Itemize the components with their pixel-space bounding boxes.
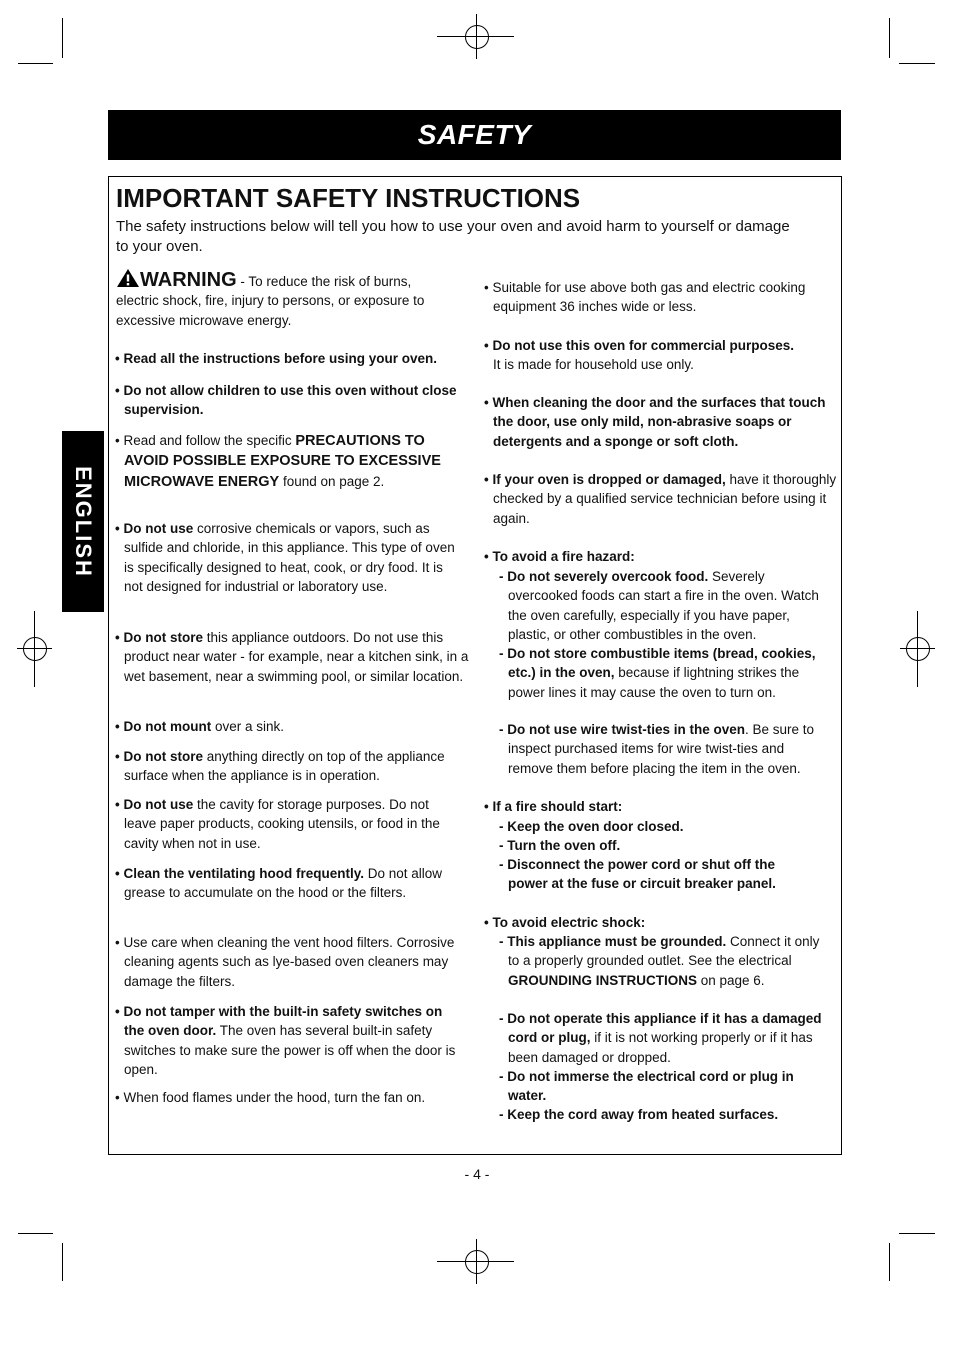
section-header bbox=[108, 110, 841, 160]
warning-text: electric shock, fire, injury to persons, or exposure to bbox=[116, 293, 425, 309]
registration-mark-icon bbox=[465, 1250, 489, 1274]
list-item: • Do not store this appliance outdoors. Do not use this product near water - for example, near a kitchen sink, in a wet basement, near a swimming pool, or similar location. bbox=[115, 630, 469, 684]
sub-item: - Do not operate this appliance if it has a damaged cord or plug, if it is not working properly or if it has been damaged or dropped. bbox=[499, 1011, 822, 1065]
crop-mark bbox=[899, 1233, 935, 1234]
sub-item: - Do not severely overcook food. Severely overcooked foods can start a fire in the oven. Watch the oven carefully, especially if you have paper, plastic, or other combustibles in the oven. bbox=[499, 569, 819, 642]
sub-item: - Do not immerse the electrical cord or plug in water. bbox=[499, 1069, 794, 1104]
registration-mark-icon bbox=[906, 637, 930, 661]
language-tab bbox=[62, 431, 104, 612]
language-tab-label: ENGLISH bbox=[71, 465, 96, 578]
crop-mark bbox=[18, 1233, 53, 1234]
page-title: IMPORTANT SAFETY INSTRUCTIONS bbox=[116, 183, 581, 213]
list-item: • When cleaning the door and the surfaces that touch the door, use only mild, non-abrasive soaps or detergents and a sponge or soft cloth. bbox=[484, 395, 826, 449]
crop-mark bbox=[476, 14, 477, 59]
sub-item: - This appliance must be grounded. Connect it only to a properly grounded outlet. See the electrical GROUNDING INSTRUCTIONS on page 6. bbox=[499, 934, 820, 988]
list-item: • Do not use the cavity for storage purposes. Do not leave paper products, cooking utensils, or food in the cavity when not in use. bbox=[115, 797, 440, 851]
warning-text: excessive microwave energy. bbox=[116, 312, 292, 328]
crop-mark bbox=[899, 63, 935, 64]
registration-mark-icon bbox=[465, 25, 489, 49]
registration-mark-icon bbox=[23, 637, 47, 661]
list-item: • Use care when cleaning the vent hood filters. Corrosive cleaning agents such as lye-based oven cleaners may damage the filters. bbox=[115, 935, 455, 989]
sub-item: - Do not use wire twist-ties in the oven. Be sure to inspect purchased items for wire twist-ties and remove them before placing the item in the oven. bbox=[499, 722, 815, 776]
list-item: • If your oven is dropped or damaged, have it thoroughly checked by a qualified service technician before using it again. bbox=[484, 472, 837, 526]
list-item: • Do not use corrosive chemicals or vapors, such as sulfide and chloride, in this appliance. This type of oven is specifically designed to heat, cook, or dry food. It is not designed for industrial or laboratory use. bbox=[115, 521, 455, 594]
crop-mark bbox=[62, 1243, 63, 1281]
list-item: • Read and follow the specific PRECAUTIONS TO AVOID POSSIBLE EXPOSURE TO EXCESSIVE MICROWAVE ENERGY found on page 2. bbox=[115, 433, 441, 490]
crop-mark bbox=[889, 18, 890, 58]
list-item: • When food flames under the hood, turn the fan on. bbox=[115, 1090, 426, 1105]
crop-mark bbox=[62, 18, 63, 58]
page-number: - 4 - bbox=[464, 1166, 490, 1182]
crop-mark bbox=[18, 63, 53, 64]
sub-item: - Do not store combustible items (bread, cookies, etc.) in the oven, because if lightning strikes the power lines it may cause the oven to turn on. bbox=[499, 646, 816, 700]
list-item: • To avoid a fire hazard: bbox=[484, 549, 635, 564]
warning-label: WARNING bbox=[140, 269, 237, 291]
list-item: • If a fire should start: bbox=[484, 799, 623, 814]
sub-item: - Keep the cord away from heated surfaces. bbox=[499, 1107, 779, 1122]
sub-item: - Turn the oven off. bbox=[499, 838, 621, 853]
list-item: • Clean the ventilating hood frequently. Do not allow grease to accumulate on the hood or the filters. bbox=[115, 866, 443, 901]
warning-text: - To reduce the risk of burns, bbox=[236, 274, 412, 289]
crop-mark bbox=[34, 611, 35, 687]
list-item: • Suitable for use above both gas and electric cooking equipment 36 inches wide or less. bbox=[484, 280, 806, 315]
crop-mark bbox=[889, 1243, 890, 1281]
list-item: • Do not store anything directly on top of the appliance surface when the appliance is in operation. bbox=[115, 749, 445, 784]
warning-triangle-icon bbox=[116, 268, 140, 288]
intro-text: The safety instructions below will tell you how to use your oven and avoid harm to yourself or damage to your oven. bbox=[116, 218, 790, 255]
list-item: • Do not mount over a sink. bbox=[115, 719, 284, 734]
sub-item: - Keep the oven door closed. bbox=[499, 819, 684, 834]
warning-block bbox=[116, 268, 461, 330]
list-item: • Do not tamper with the built-in safety switches on the oven door. The oven has several built-in safety switches to make sure the power is off when the door is open. bbox=[115, 1004, 456, 1077]
crop-mark bbox=[917, 611, 918, 687]
sub-item: - Disconnect the power cord or shut off the power at the fuse or circuit breaker panel. bbox=[499, 857, 776, 892]
list-item: • Do not allow children to use this oven without close supervision. bbox=[115, 383, 457, 418]
crop-mark bbox=[476, 1239, 477, 1284]
section-title: SAFETY bbox=[417, 119, 532, 150]
list-item: • Read all the instructions before using your oven. bbox=[115, 351, 438, 366]
list-item: • Do not use this oven for commercial purposes. It is made for household use only. bbox=[484, 338, 795, 373]
list-item: • To avoid electric shock: bbox=[484, 915, 646, 930]
